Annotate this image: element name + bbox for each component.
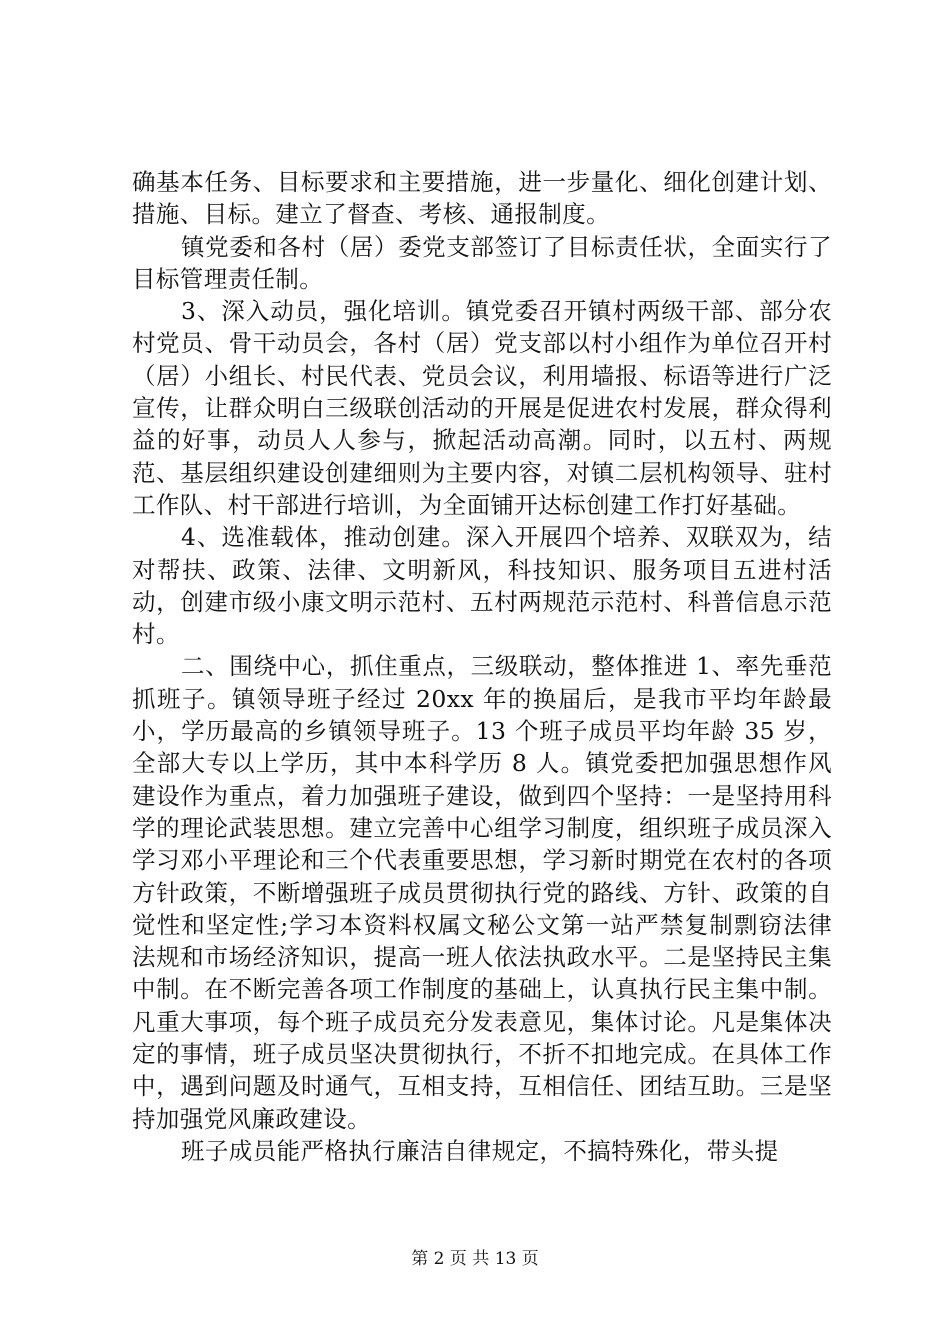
- document-body: [132, 166, 832, 1167]
- paragraph-5: 二、围绕中心，抓住重点，三级联动，整体推进 1、率先垂范抓班子。镇领导班子经过 20xx 年的换届后，是我市平均年龄最小，学历最高的乡镇领导班子。13 个班子成员平均年龄 35 岁，全部大专以上学历，其中本科学历 8 人。镇党委把加强思想作风建设作为重点，着力加强班子建设，做到四个坚持：一是坚持用科学的理论武装思想。建立完善中心组学习制度，组织班子成员深入学习邓小平理论和三个代表重要思想，学习新时期党在农村的各项方针政策，不断增强班子成员贯彻执行党的路线、方针、政策的自觉性和坚定性;学习本资料权属文秘公文第一站严禁复制剽窃法律法规和市场经济知识，提高一班人依法执政水平。二是坚持民主集中制。在不断完善各项工作制度的基础上，认真执行民主集中制。凡重大事项，每个班子成员充分发表意见，集体讨论。凡是集体决定的事情，班子成员坚决贯彻执行，不折不扣地完成。在具体工作中，遇到问题及时通气，互相支持，互相信任、团结互助。三是坚持加强党风廉政建设。: [132, 652, 832, 1133]
- paragraph-2: 镇党委和各村（居）委党支部签订了目标责任状，全面实行了目标管理责任制。: [132, 232, 832, 293]
- paragraph-4: 4、选准载体，推动创建。深入开展四个培养、双联双为，结对帮扶、政策、法律、文明新风，科技知识、服务项目五进村活动，创建市级小康文明示范村、五村两规范示范村、科普信息示范村。: [132, 523, 832, 649]
- page-number-footer: 第 2 页 共 13 页: [411, 1249, 539, 1269]
- paragraph-6: 班子成员能严格执行廉洁自律规定，不搞特殊化，带头提: [181, 1136, 779, 1165]
- paragraph-3: 3、深入动员，强化培训。镇党委召开镇村两级干部、部分农村党员、骨干动员会，各村（居）党支部以村小组作为单位召开村（居）小组长、村民代表、党员会议，利用墙报、标语等进行广泛宣传，让群众明白三级联创活动的开展是促进农村发展，群众得利益的好事，动员人人参与，掀起活动高潮。同时，以五村、两规范、基层组织建设创建细则为主要内容，对镇二层机构领导、驻村工作队、村干部进行培训，为全面铺开达标创建工作打好基础。: [132, 297, 832, 519]
- paragraph-1: 确基本任务、目标要求和主要措施，进一步量化、细化创建计划、措施、目标。建立了督查、考核、通报制度。: [132, 168, 832, 229]
